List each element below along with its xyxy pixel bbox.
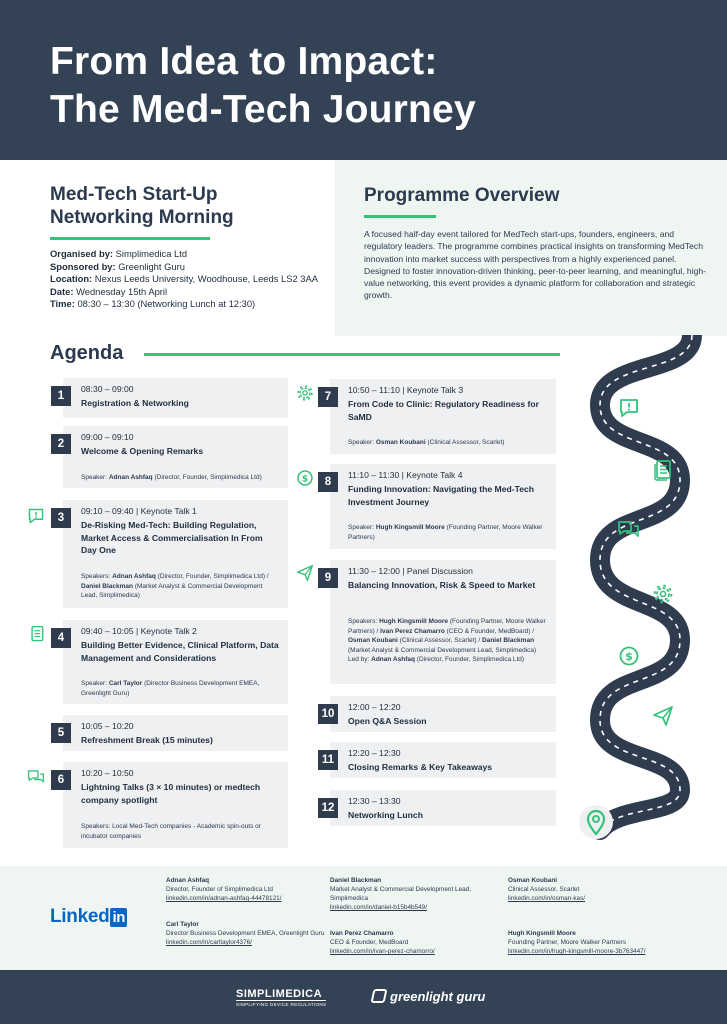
agenda-item-7 (324, 379, 556, 454)
item-title: De-Risking Med-Tech: Building Regulation, Market Access & Commercialisation In From Day One (81, 520, 263, 555)
contact-card: Ivan Perez Chamarro CEO & Founder, MedBoard linkedin.com/in/ivan-perez-chamorro/ (330, 929, 500, 956)
chat-alert-icon (618, 397, 640, 419)
item-number: 8 (318, 472, 338, 492)
greenlight-mark-icon (371, 989, 388, 1003)
footer-logos (0, 970, 727, 1024)
agenda-item-11 (321, 742, 556, 778)
greenlight-guru-logo: greenlight guru (372, 989, 485, 1004)
item-time: 09:40 – 10:05 | Keynote Talk 2 (81, 626, 197, 636)
title-line-1: From Idea to Impact: (50, 40, 438, 83)
document-list-icon (653, 459, 673, 481)
divider (364, 215, 436, 218)
item-number: 11 (318, 750, 338, 770)
item-time: 12:20 – 12:30 (348, 748, 401, 758)
agenda-title: Agenda (50, 342, 124, 364)
linkedin-link[interactable]: linkedin.com/in/daniel-b15b4b549/ (330, 904, 427, 911)
gear-icon (296, 384, 314, 402)
item-number: 7 (318, 387, 338, 407)
header-banner (0, 0, 727, 160)
chat-bubbles-icon (617, 520, 640, 542)
agenda-item-4 (57, 620, 288, 704)
item-title: From Code to Clinic: Regulatory Readiness for SaMD (348, 399, 539, 422)
item-time: 12:30 – 13:30 (348, 796, 401, 806)
paper-plane-icon (296, 564, 314, 582)
item-speaker: Speaker: Hugh Kingsmill Moore (Founding Partner, Moore Walker Partners) (348, 524, 543, 541)
item-time: 11:10 – 11:30 | Keynote Talk 4 (348, 470, 463, 480)
linkedin-link[interactable]: linkedin.com/in/hugh-kingsmill-moore-3b763447/ (508, 948, 646, 955)
overview-text: A focused half-day event tailored for MedTech start-ups, founders, engineers, and regulatory leaders. The programme combines practical insights on transforming MedTech innovation into market success with perspectives from a highly experienced panel. Designed to foster innovation-driven thinking, peer-to-peer learning, and meaningful, high-value networking, this event provides a dynamic platform for collaboration and strategic growth. (364, 229, 707, 301)
item-title: Building Better Evidence, Clinical Platform, Data Management and Considerations (81, 640, 279, 663)
item-title: Funding Innovation: Navigating the Med-Tech Investment Journey (348, 484, 535, 507)
gear-icon (652, 583, 674, 605)
item-title: Closing Remarks & Key Takeaways (348, 762, 493, 772)
linkedin-link[interactable]: linkedin.com/in/adnan-ashfaq-44478121/ (166, 895, 282, 902)
contact-card: Carl Taylor Director Business Development EMEA, Greenlight Guru linkedin.com/in/carltaylor4376/ (166, 921, 325, 946)
item-number: 2 (51, 434, 71, 454)
item-number: 5 (51, 723, 71, 743)
chat-bubbles-icon (27, 769, 45, 787)
contact-card: Daniel Blackman Market Analyst & Commercial Development Lead, Simplimedica linkedin.com/in/daniel-b15b4b549/ (330, 876, 500, 912)
item-number: 6 (51, 770, 71, 790)
title-line-2: The Med-Tech Journey (50, 88, 476, 131)
item-speaker: Speakers: Adnan Ashfaq (Director, Founder, Simplimedica Ltd) / Daniel Blackman (Market Analyst & Commercial Development Lead, Simplimedica) (81, 573, 269, 599)
item-speaker: Speakers: Local Med-Tech companies - Academic spin-outs or incubator companies (81, 823, 261, 840)
agenda-item-9 (324, 560, 556, 684)
location-pin-icon (578, 803, 614, 843)
item-time: 10:05 – 10:20 (81, 721, 134, 731)
agenda-item-8 (324, 464, 556, 549)
item-speaker: Speakers: Hugh Kingsmill Moore (Founding Partner, Moore Walker Partners) / Ivan Perez Chamarro (CEO & Founder, MedBoard) / Osman Koubani (Clinical Assessor, Scarlet) / Daniel Blackman (Market Analyst & Commercial Development Lead, Simplimedica) Led by: Adnan Ashfaq (Director, Founder, Simplimedica Ltd) (348, 618, 546, 663)
item-title: Lightning Talks (3 × 10 minutes) or medtech company spotlight (81, 782, 261, 805)
road-graphic (560, 335, 727, 845)
linkedin-link[interactable]: linkedin.com/in/ivan-perez-chamorro/ (330, 948, 435, 955)
item-speaker: Speaker: Carl Taylor (Director Business Development EMEA, Greenlight Guru) (81, 680, 260, 697)
item-speaker: Speaker: Adnan Ashfaq (Director, Founder, Simplimedica Ltd) (81, 474, 262, 481)
svg-text:$: $ (625, 650, 633, 663)
agenda-item-10 (321, 696, 556, 732)
organised-by: Organised by: Simplimedica Ltd (50, 248, 188, 259)
item-title: Balancing Innovation, Risk & Speed to Market (348, 580, 536, 590)
programme-overview (335, 160, 727, 336)
item-number: 12 (318, 798, 338, 818)
event-subtitle: Med-Tech Start-Up Networking Morning (50, 184, 234, 228)
dollar-icon (296, 469, 314, 487)
item-title: Networking Lunch (348, 810, 423, 820)
item-time: 12:00 – 12:20 (348, 702, 401, 712)
dollar-icon (618, 645, 640, 667)
location: Location: Nexus Leeds University, Woodhouse, Leeds LS2 3AA (50, 273, 319, 284)
item-time: 08:30 – 09:00 (81, 384, 134, 394)
page-title (50, 38, 476, 134)
linkedin-link[interactable]: linkedin.com/in/osman-kas/ (508, 895, 586, 902)
item-title: Open Q&A Session (348, 716, 427, 726)
item-time: 09:10 – 09:40 | Keynote Talk 1 (81, 506, 197, 516)
divider (50, 237, 210, 240)
linkedin-logo: Linked in (50, 906, 126, 927)
svg-text:$: $ (301, 474, 309, 485)
item-time: 10:20 – 10:50 (81, 768, 134, 778)
agenda-item-2 (57, 426, 288, 488)
item-number: 3 (51, 508, 71, 528)
agenda-item-5 (57, 715, 288, 751)
sponsored-by: Sponsored by: Greenlight Guru (50, 260, 185, 272)
item-speaker: Speaker: Osman Koubani (Clinical Assessor, Scarlet) (348, 439, 505, 446)
agenda-item-1 (57, 378, 288, 418)
chat-alert-icon (27, 507, 45, 525)
item-number: 9 (318, 568, 338, 588)
item-number: 1 (51, 386, 71, 406)
time: Time: 08:30 – 13:30 (Networking Lunch at 12:30) (50, 298, 256, 309)
date: Date: Wednesday 15th April (50, 285, 168, 297)
item-title: Refreshment Break (15 minutes) (81, 735, 213, 745)
item-time: 10:50 – 11:10 | Keynote Talk 3 (348, 385, 464, 395)
overview-title: Programme Overview (364, 185, 560, 206)
agenda-divider (144, 353, 560, 356)
item-number: 10 (318, 704, 338, 724)
agenda-item-6 (57, 762, 288, 848)
simplimedica-logo: SIMPLIMEDICA SIMPLIFYING DEVICE REGULATIONS (236, 988, 327, 1007)
linkedin-link[interactable]: linkedin.com/in/carltaylor4376/ (166, 939, 252, 946)
event-info (50, 183, 320, 311)
item-time: 09:00 – 09:10 (81, 432, 134, 442)
contact-card: Adnan Ashfaq Director, Founder of Simplimedica Ltd linkedin.com/in/adnan-ashfaq-44478121/ (166, 876, 341, 903)
item-title: Registration & Networking (81, 398, 189, 408)
agenda-item-3 (57, 500, 288, 608)
document-list-icon (28, 625, 46, 643)
contact-card: Hugh Kingsmill Moore Founding Partner, Moore Walker Partners linkedin.com/in/hugh-kingsmill-moore-3b763447/ (508, 929, 718, 956)
item-title: Welcome & Opening Remarks (81, 446, 204, 456)
item-number: 4 (51, 628, 71, 648)
paper-plane-icon (652, 705, 674, 727)
contact-card: Osman Koubani Clinical Assessor, Scarlet linkedin.com/in/osman-kas/ (508, 876, 713, 903)
item-time: 11:30 – 12:00 | Panel Discussion (348, 566, 473, 576)
agenda-item-12 (321, 790, 556, 826)
